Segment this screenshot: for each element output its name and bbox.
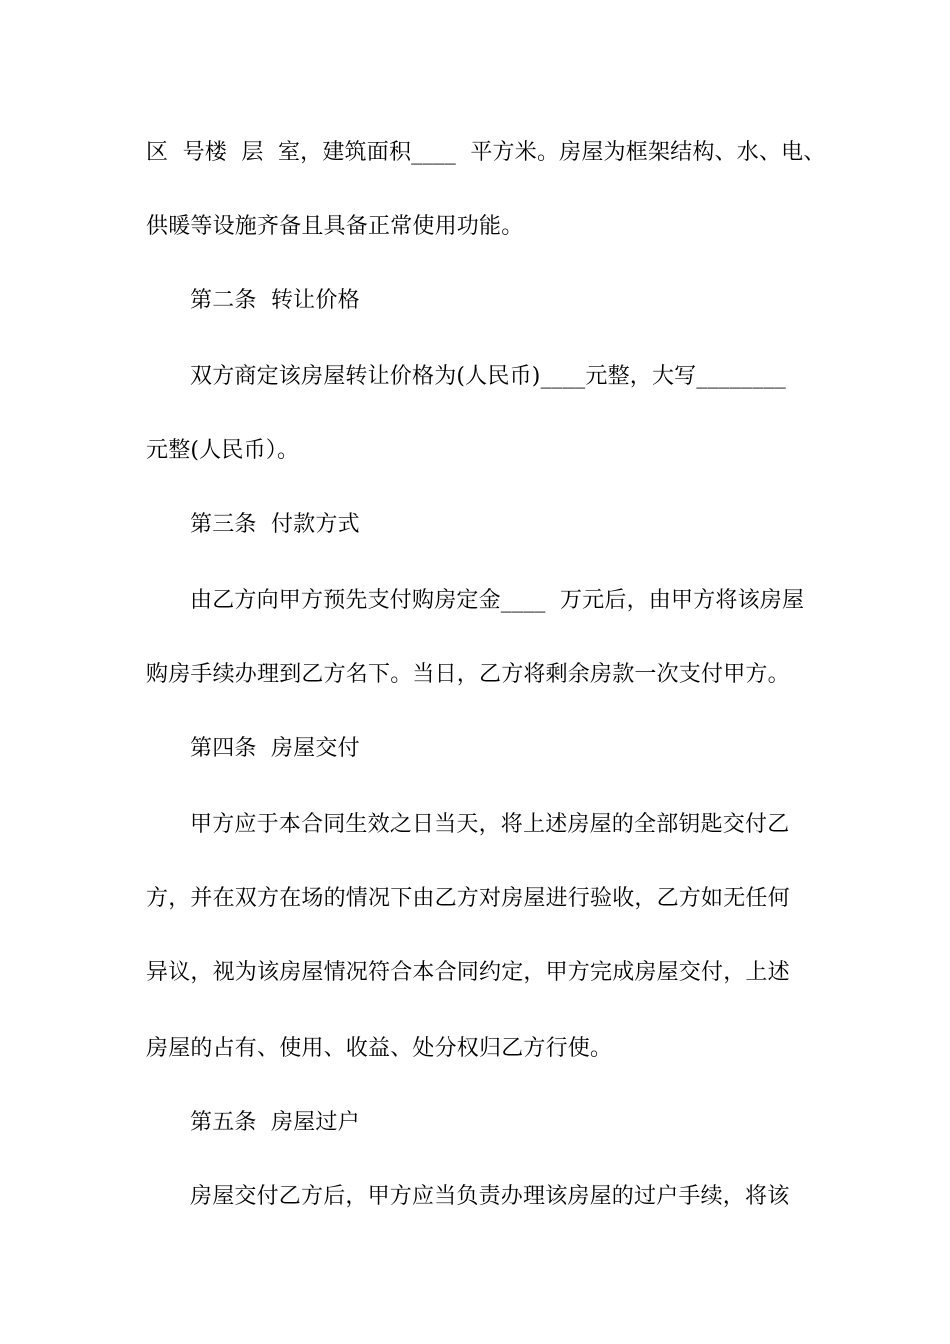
paragraph-line: 供暖等设施齐备且具备正常使用功能。 bbox=[146, 214, 524, 239]
paragraph-line: 异议，视为该房屋情况符合本合同约定，甲方完成房屋交付，上述 bbox=[146, 960, 790, 985]
paragraph-line: 元整(人民币）。 bbox=[146, 438, 300, 463]
section-heading-3: 第三条 付款方式 bbox=[190, 512, 360, 537]
section-heading-4: 第四条 房屋交付 bbox=[190, 736, 360, 761]
section-heading-2: 第二条 转让价格 bbox=[190, 288, 360, 313]
paragraph-line: 双方商定该房屋转让价格为(人民币)____元整，大写________ bbox=[190, 364, 786, 389]
paragraph-line: 方，并在双方在场的情况下由乙方对房屋进行验收，乙方如无任何 bbox=[146, 886, 790, 911]
paragraph-line: 房屋交付乙方后，甲方应当负责办理该房屋的过户手续，将该 bbox=[190, 1184, 790, 1209]
paragraph-line: 甲方应于本合同生效之日当天，将上述房屋的全部钥匙交付乙 bbox=[190, 812, 790, 837]
paragraph-line: 房屋的占有、使用、收益、处分权归乙方行使。 bbox=[146, 1036, 613, 1061]
paragraph-line: 区 号楼 层 室，建筑面积____ 平方米。房屋为框架结构、水、电、 bbox=[146, 140, 826, 165]
paragraph-line: 由乙方向甲方预先支付购房定金____ 万元后，由甲方将该房屋 bbox=[190, 588, 805, 613]
section-heading-5: 第五条 房屋过户 bbox=[190, 1110, 360, 1135]
paragraph-line: 购房手续办理到乙方名下。当日，乙方将剩余房款一次支付甲方。 bbox=[146, 662, 790, 687]
